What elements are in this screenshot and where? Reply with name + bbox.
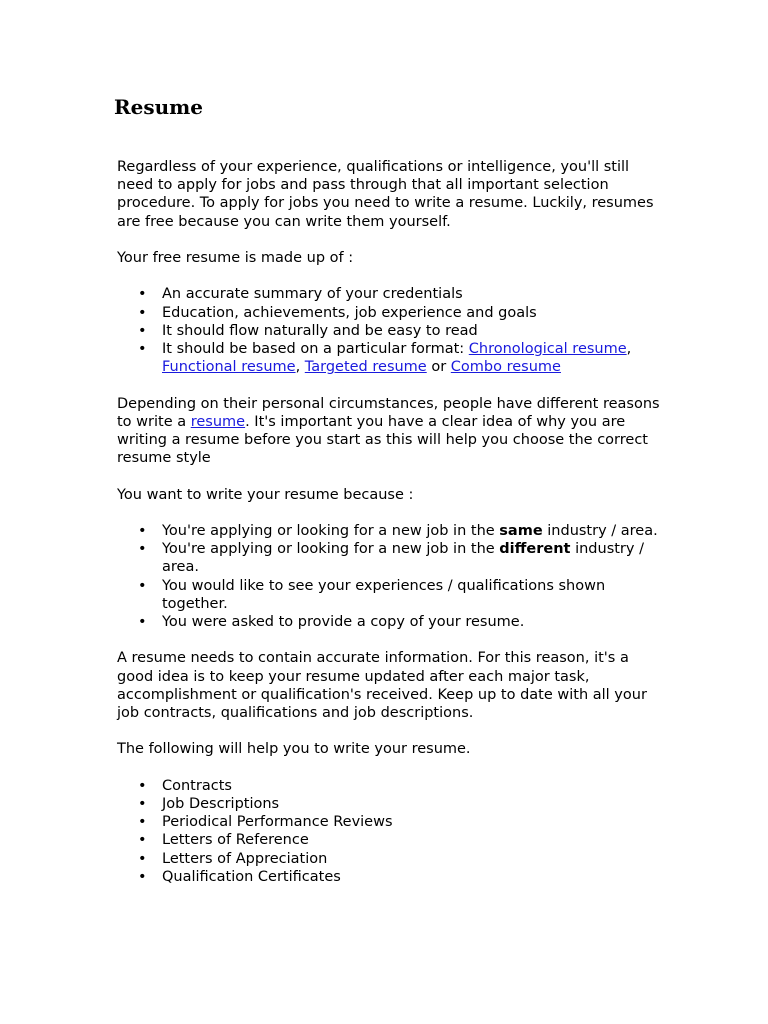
reason-text: You're applying or looking for a new job in the <box>162 522 500 539</box>
list-item: • Qualification Certificates <box>162 868 662 886</box>
depending-text-after: . It's important you have a clear idea of why you are writing a resume before you start as this will help you choose the correct resume style <box>117 413 648 467</box>
resume-contents-list <box>117 285 662 376</box>
document-body <box>117 158 662 904</box>
reason-text: You're applying or looking for a new job in the <box>162 541 500 558</box>
targeted-resume-link[interactable]: Targeted resume <box>304 359 427 376</box>
format-prefix: It should be based on a particular format: <box>162 341 469 357</box>
list-item: • An accurate summary of your credentials <box>162 285 662 303</box>
depending-paragraph <box>117 395 662 468</box>
documents-list <box>117 777 662 886</box>
list-item: • Periodical Performance Reviews <box>162 813 662 831</box>
list-item: • Education, achievements, job experience and goals <box>162 304 662 322</box>
accurate-paragraph: A resume needs to contain accurate information. For this reason, it's a good idea is to keep your resume updated after each major task, accomplishment or qualification's received. Keep up to date with all your job contracts, qualifications and job descriptions. <box>117 650 647 721</box>
intro-paragraph: Regardless of your experience, qualifications or intelligence, you'll still need to apply for jobs and pass through that all important selection procedure. To apply for jobs you need to write a resume. Luckily, resumes are free because you can write them yourself. <box>117 159 654 230</box>
separator: , <box>295 359 305 376</box>
resume-link[interactable]: resume <box>190 413 246 430</box>
separator: , <box>626 341 632 357</box>
reasons-list <box>117 522 662 631</box>
list-item: • You would like to see your experiences / qualifications shown together. <box>162 577 662 613</box>
list-item <box>162 540 662 576</box>
list-item-format <box>162 340 662 376</box>
made-up-of-heading: Your free resume is made up of : <box>117 250 354 266</box>
reason-text: industry / area. <box>542 522 658 539</box>
separator: or <box>426 359 451 376</box>
list-item: • Contracts <box>162 777 662 795</box>
want-write-heading: You want to write your resume because : <box>117 486 414 503</box>
reason-text: industry / area. <box>162 541 644 576</box>
following-heading: The following will help you to write your resume. <box>117 741 471 758</box>
list-item: • You were asked to provide a copy of your resume. <box>162 613 662 631</box>
emphasis-same: same <box>499 522 543 539</box>
page-title: Resume <box>114 95 204 119</box>
list-item: • Letters of Appreciation <box>162 850 662 868</box>
depending-text-before: Depending on their personal circumstances, people have different reasons to write a <box>117 395 660 430</box>
list-item <box>162 522 662 540</box>
functional-resume-link[interactable]: Functional resume <box>162 359 296 376</box>
emphasis-different: different <box>499 541 571 558</box>
combo-resume-link[interactable]: Combo resume <box>450 359 561 376</box>
list-item: • Job Descriptions <box>162 795 662 813</box>
chronological-resume-link[interactable]: Chronological resume <box>468 341 627 357</box>
list-item: • It should flow naturally and be easy to read <box>162 322 662 340</box>
list-item: • Letters of Reference <box>162 831 662 849</box>
